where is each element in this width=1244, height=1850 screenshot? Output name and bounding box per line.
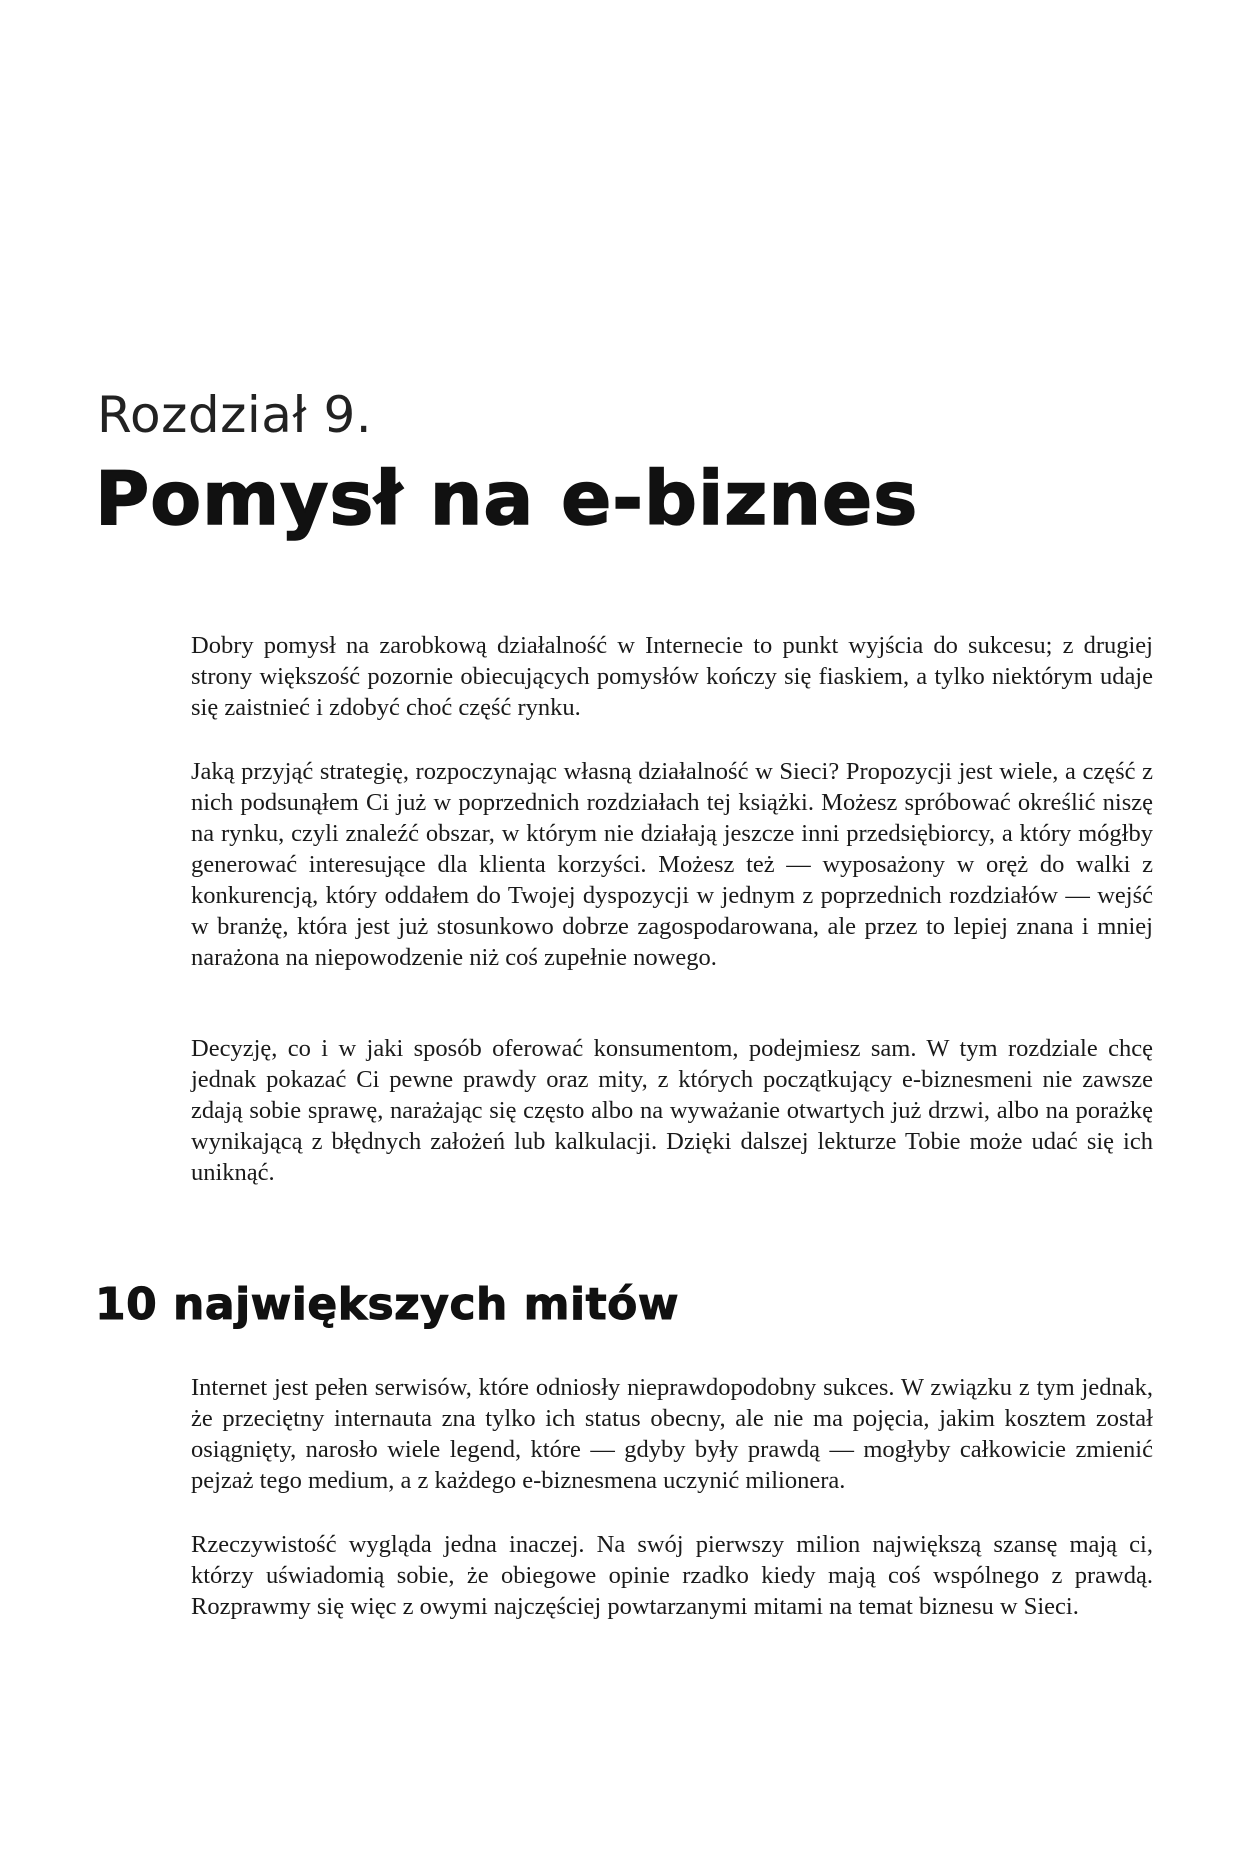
section-paragraph-1: Internet jest pełen serwisów, które odniosły nieprawdopodobny sukces. W związku z tym jednak, że przeciętny internauta zna tylko ich status obecny, ale nie ma pojęcia, jakim kosztem został osiągnięty, narosło wiele legend, które — gdyby były prawdą — mogłyby całkowicie zmienić pejzaż tego medium, a z każdego e-biznesmena uczynić milionera.: [191, 1374, 1153, 1494]
intro-paragraph-3: Decyzję, co i w jaki sposób oferować konsumentom, podejmiesz sam. W tym rozdziale chcę jednak pokazać Ci pewne prawdy oraz mity, z których początkujący e-biznesmeni nie zawsze zdają sobie sprawę, narażając się często albo na wyważanie otwartych już drzwi, albo na porażkę wynikającą z błędnych założeń lub kalkulacji. Dzięki dalszej lekturze Tobie może udać się ich uniknąć.: [191, 1035, 1153, 1186]
intro-paragraph-1: Dobry pomysł na zarobkową działalność w Internecie to punkt wyjścia do sukcesu; z drugiej strony większość pozornie obiecujących pomysłów kończy się fiaskiem, a tylko niektórym udaje się zaistnieć i zdobyć choć część rynku.: [191, 632, 1153, 721]
chapter-label: Rozdział 9.: [97, 386, 373, 444]
section-paragraph-2: Rzeczywistość wygląda jedna inaczej. Na swój pierwszy milion największą szansę mają ci, którzy uświadomią sobie, że obiegowe opinie rzadko kiedy mają coś wspólnego z prawdą. Rozprawmy się więc z owymi najczęściej powtarzanymi mitami na temat biznesu w Sieci.: [191, 1531, 1153, 1620]
section-heading: 10 największych mitów: [95, 1279, 680, 1330]
intro-paragraph-2: Jaką przyjąć strategię, rozpoczynając własną działalność w Sieci? Propozycji jest wiele, a część z nich podsunąłem Ci już w poprzednich rozdziałach tej książki. Możesz spróbować określić niszę na rynku, czyli znaleźć obszar, w którym nie działają jeszcze inni przedsiębiorcy, a który mógłby generować interesujące dla klienta korzyści. Możesz też — wyposażony w oręż do walki z konkurencją, który oddałem do Twojej dyspozycji w jednym z poprzednich rozdziałów — wejść w branżę, która jest już stosunkowo dobrze zagospodarowana, ale przez to lepiej znana i mniej narażona na niepowodzenie niż coś zupełnie nowego.: [191, 758, 1153, 971]
chapter-title: Pomysł na e-biznes: [95, 456, 919, 542]
